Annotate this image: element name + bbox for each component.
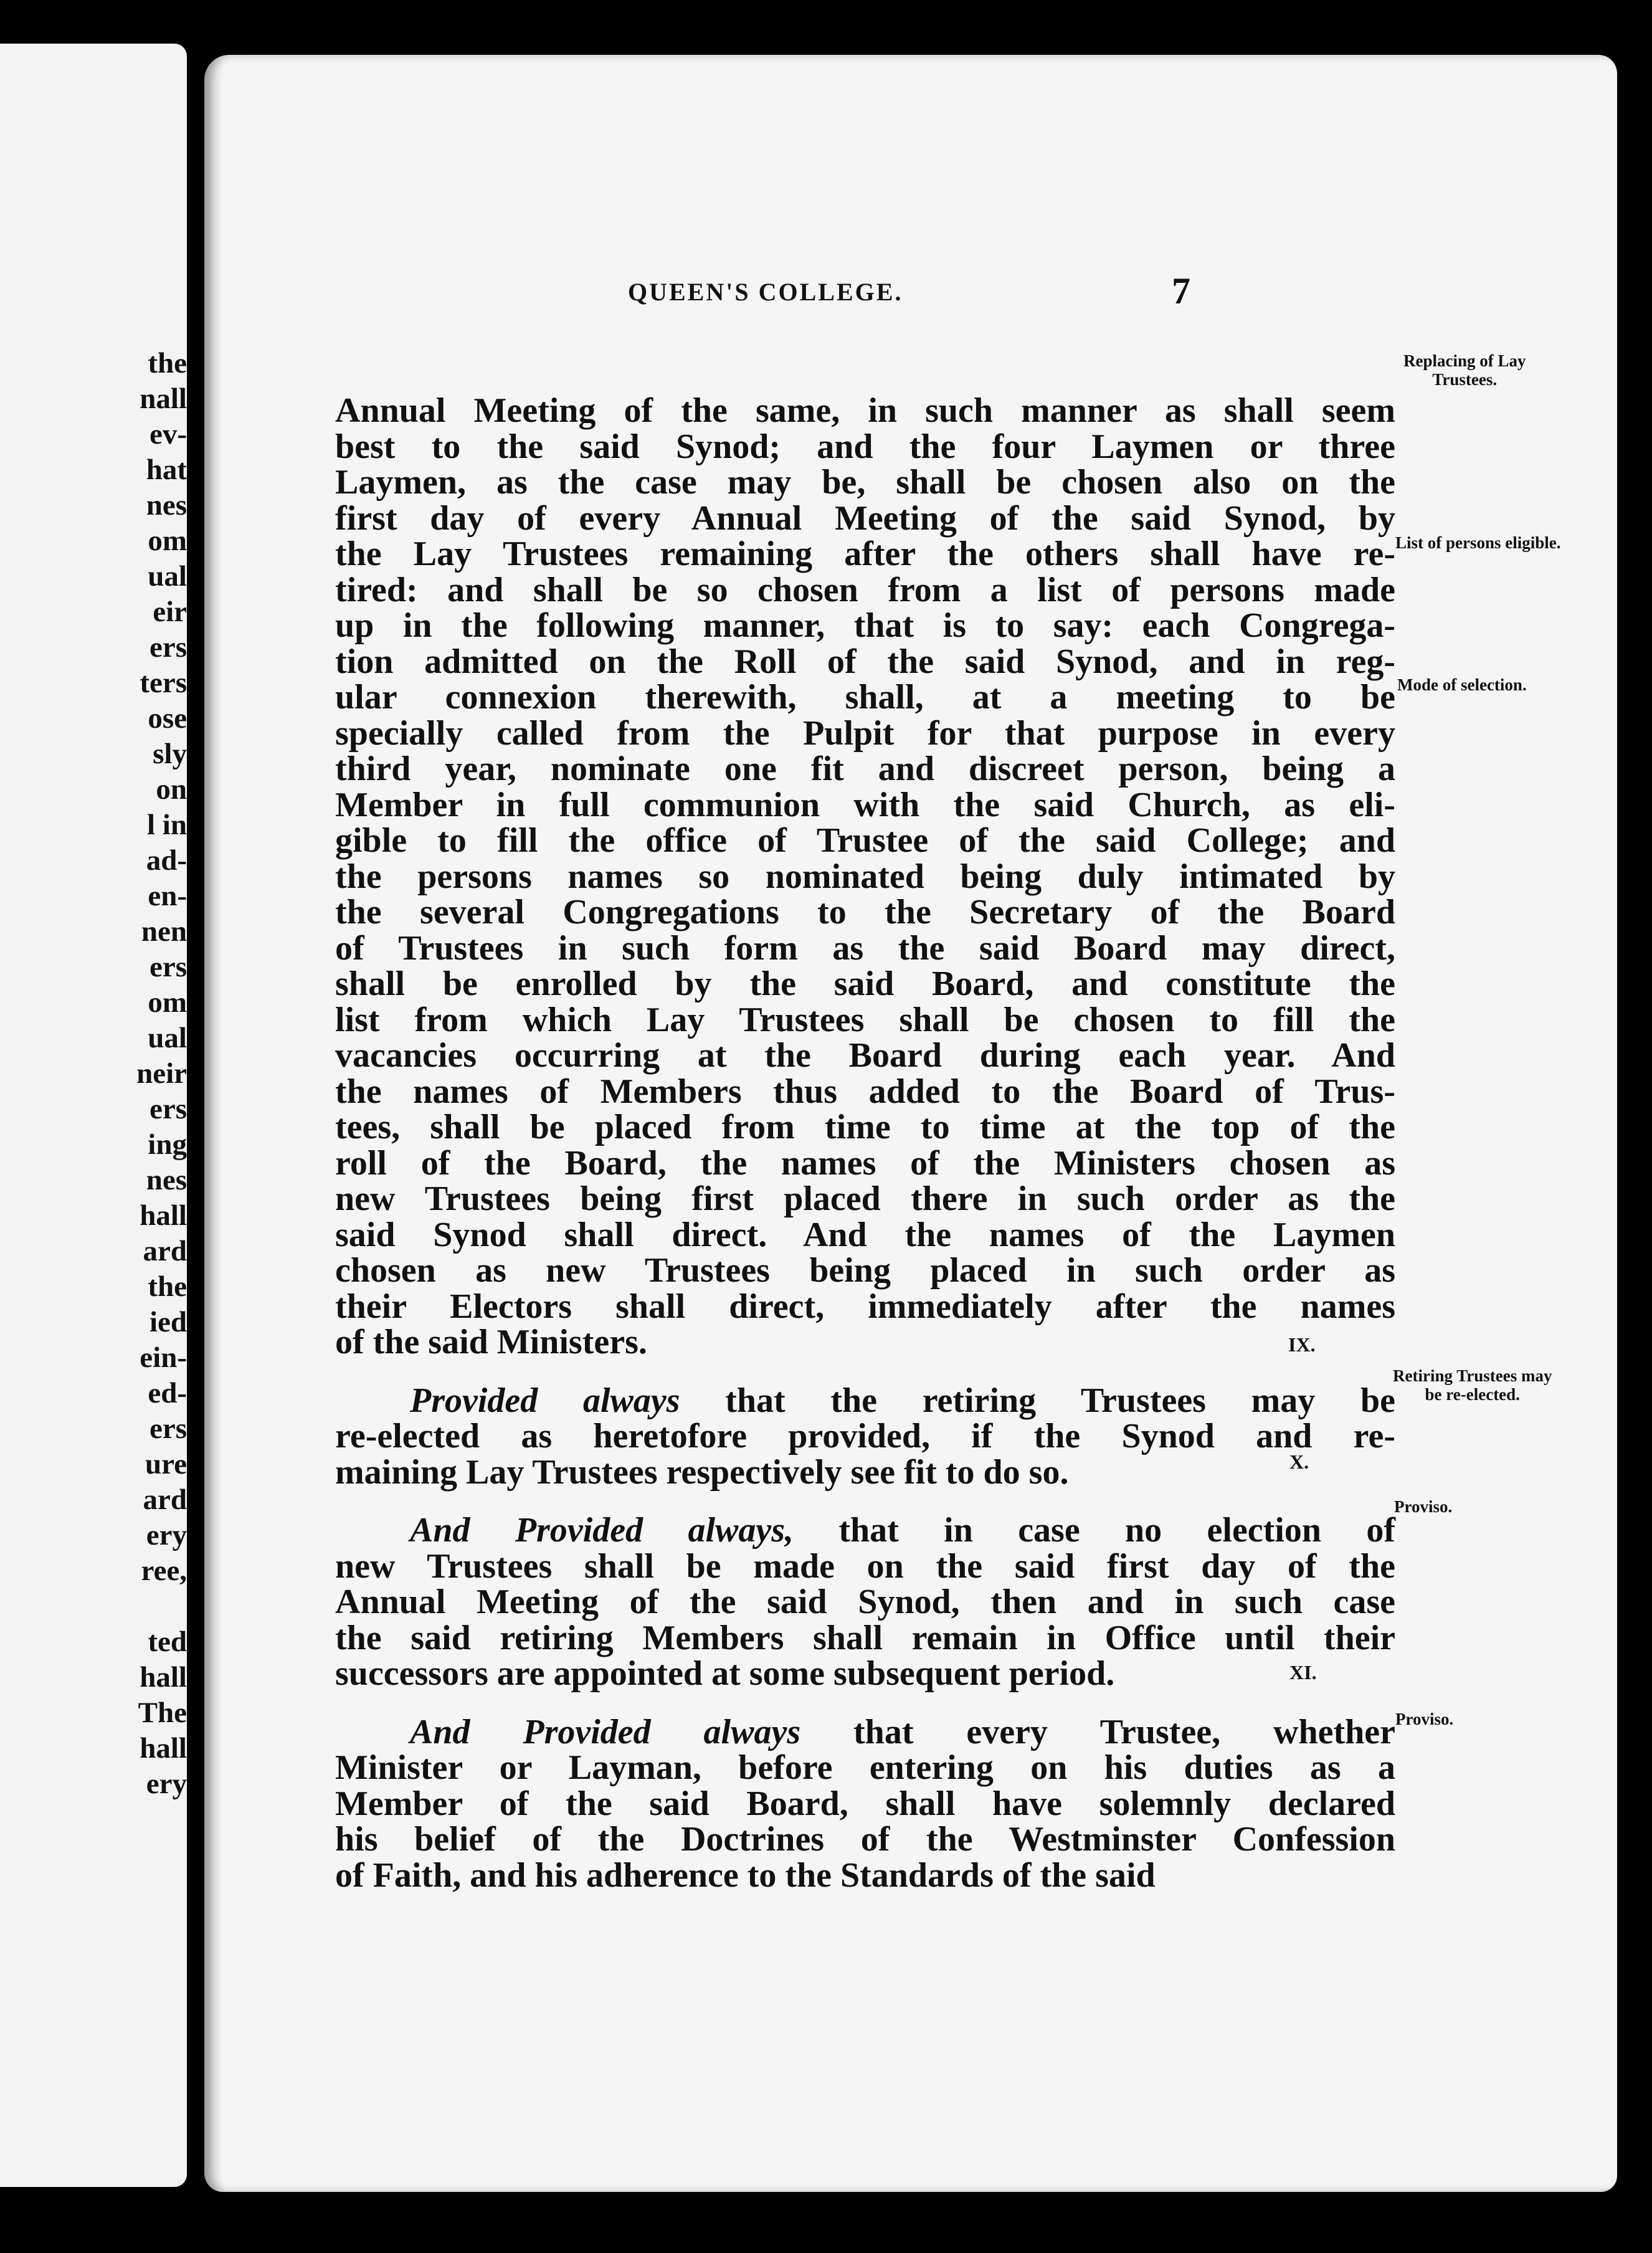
facing-page-fragment: om (148, 525, 187, 557)
paragraph-x-first-line: that in case no election of (794, 1511, 1395, 1550)
facing-page-fragment: om (148, 986, 187, 1019)
body-text (335, 393, 1395, 1893)
facing-page-fragment: hat (146, 454, 187, 486)
facing-page-fragment: the (148, 347, 187, 379)
text-line: roll of the Board, the names of the Ministers chosen as (335, 1143, 1395, 1183)
paragraph-ix (335, 1383, 1395, 1491)
text-line: Member in full communion with the said Church, as eli- (335, 785, 1395, 824)
facing-page-fragment: nall (140, 383, 187, 415)
facing-page-fragment: ree, (141, 1555, 187, 1587)
facing-page-fragment: eir (153, 596, 187, 628)
facing-page-fragment: ers (149, 631, 187, 664)
paragraph-ix-first-line: that the retiring Trustees may be (680, 1381, 1396, 1420)
text-line: best to the said Synod; and the four Laymen or three (335, 427, 1395, 466)
facing-page-fragment: ev- (149, 418, 187, 450)
paragraph-x-lead: And Provided always, (410, 1511, 794, 1550)
text-line: Minister or Layman, before entering on his duties as a (335, 1748, 1395, 1787)
text-line: specially called from the Pulpit for that purpose in every (335, 713, 1395, 753)
facing-page-fragment: ual (148, 1022, 187, 1054)
text-line: re-elected as heretofore provided, if the Synod and re- (335, 1417, 1395, 1455)
text-line: shall be enrolled by the said Board, and constitute the (335, 965, 1395, 1003)
margin-note-proviso-x: Proviso. (1394, 1497, 1453, 1516)
text-line: tion admitted on the Roll of the said Synod, and in reg- (335, 642, 1395, 681)
text-line: ular connexion therewith, shall, at a meeting to be (335, 678, 1395, 717)
facing-page-fragment: ery (146, 1519, 187, 1551)
margin-note-line: Retiring Trustees may (1393, 1366, 1552, 1385)
text-line: of the said Ministers. (335, 1323, 647, 1361)
facing-page-fragment: nen (141, 915, 187, 948)
text-line: Annual Meeting of the said Synod, then and in such case (335, 1583, 1395, 1621)
facing-page-fragment: ted (148, 1626, 187, 1658)
facing-page-text (0, 346, 187, 1802)
text-line: the persons names so nominated being duly intimated by (335, 857, 1395, 896)
margin-note-line: Replacing of Lay (1403, 351, 1526, 370)
facing-page-fragment: ard (143, 1484, 187, 1516)
facing-page-fragment: ers (149, 1093, 187, 1125)
facing-page-fragment (0, 1589, 187, 1624)
text-line: Laymen, as the case may be, shall be chosen also on the (335, 463, 1395, 502)
paragraph-xi-first-line: that every Trustee, whether (800, 1712, 1395, 1751)
text-line: list from which Lay Trustees shall be chosen to fill the (335, 1000, 1395, 1039)
text-line: of Faith, and his adherence to the Standards of the said (335, 1855, 1156, 1895)
facing-page (0, 44, 187, 2187)
facing-page-fragment: nes (146, 1164, 187, 1196)
facing-page-fragment: sly (153, 738, 187, 770)
document-page (204, 55, 1617, 2192)
text-line: of Trustees in such form as the said Board may direct, (335, 928, 1395, 968)
text-line: the names of Members thus added to the Board of Trus- (335, 1072, 1395, 1111)
facing-page-fragment: ed- (148, 1377, 187, 1409)
facing-page-fragment: neir (136, 1057, 187, 1090)
facing-page-fragment: ers (149, 951, 187, 983)
paragraph-ix-lead: Provided always (410, 1381, 680, 1420)
section-number-x: X. (1289, 1450, 1309, 1473)
facing-page-fragment: ing (148, 1128, 187, 1161)
running-head: QUEEN'S COLLEGE. (628, 278, 903, 306)
facing-page-fragment: ard (143, 1235, 187, 1267)
facing-page-fragment: hall (140, 1199, 187, 1232)
facing-page-fragment: ure (145, 1448, 187, 1480)
text-line: his belief of the Doctrines of the Westminster Confession (335, 1820, 1395, 1859)
facing-page-fragment: The (138, 1697, 187, 1729)
paragraph-xi (335, 1712, 1395, 1895)
margin-note-line: be re-elected. (1425, 1385, 1520, 1404)
facing-page-fragment: nes (146, 489, 187, 522)
margin-note-replacing-trustees (1403, 351, 1526, 389)
facing-page-fragment: hall (140, 1661, 187, 1693)
text-line: Member of the said Board, shall have solemnly declared (335, 1784, 1395, 1823)
text-line: new Trustees shall be made on the said first day of the (335, 1546, 1395, 1586)
page-fold-shadow (204, 55, 223, 2192)
margin-note-list-of-persons: List of persons eligible. (1395, 533, 1561, 552)
text-line: vacancies occurring at the Board during each year. And (335, 1036, 1395, 1075)
text-line: tees, shall be placed from time to time at the top of the (335, 1108, 1395, 1146)
facing-page-fragment: ers (149, 1412, 187, 1445)
facing-page-fragment: ery (146, 1768, 187, 1800)
page-number: 7 (1172, 270, 1190, 312)
text-line: their Electors shall direct, immediately after the names (335, 1287, 1395, 1326)
margin-note-line: Trustees. (1432, 370, 1498, 389)
facing-page-fragment: ied (149, 1306, 187, 1338)
text-line: maining Lay Trustees respectively see fit to do so. (335, 1452, 1069, 1492)
text-line: tired: and shall be so chosen from a list of persons made (335, 570, 1395, 609)
section-number-xi: XI. (1289, 1661, 1317, 1684)
text-line: third year, nominate one fit and discreet person, being a (335, 750, 1395, 788)
margin-note-proviso-xi: Proviso. (1395, 1710, 1454, 1728)
facing-page-fragment: ose (148, 702, 187, 735)
facing-page-fragment: on (156, 773, 187, 806)
facing-page-fragment: l in (146, 809, 187, 841)
text-line: new Trustees being first placed there in such order as the (335, 1179, 1395, 1218)
facing-page-fragment: ters (140, 667, 187, 699)
facing-page-fragment: hall (140, 1732, 187, 1765)
margin-note-retiring-trustees (1393, 1366, 1552, 1404)
facing-page-fragment: the (148, 1270, 187, 1303)
text-line: chosen as new Trustees being placed in such order as (335, 1251, 1395, 1290)
facing-page-fragment: ein- (140, 1341, 187, 1374)
section-number-ix: IX. (1288, 1333, 1316, 1356)
text-line: gible to fill the office of Trustee of the said College; and (335, 821, 1395, 860)
facing-page-fragment: en- (148, 880, 187, 912)
text-line: said Synod shall direct. And the names of the Laymen (335, 1215, 1395, 1254)
text-line: the several Congregations to the Secretary of the Board (335, 893, 1395, 931)
text-line: successors are appointed at some subsequent period. (335, 1654, 1115, 1693)
text-line: first day of every Annual Meeting of the said Synod, by (335, 498, 1395, 538)
facing-page-fragment: ad- (146, 844, 187, 877)
facing-page-fragment: ual (148, 560, 187, 593)
paragraph-xi-lead: And Provided always (410, 1712, 801, 1751)
text-line: the Lay Trustees remaining after the others shall have re- (335, 535, 1395, 573)
text-line: Annual Meeting of the same, in such manner as shall seem (335, 391, 1395, 430)
paragraph-1 (335, 393, 1395, 1361)
text-line: up in the following manner, that is to say: each Congrega- (335, 606, 1395, 645)
margin-note-mode-of-selection: Mode of selection. (1397, 675, 1527, 694)
paragraph-x (335, 1513, 1395, 1692)
text-line: the said retiring Members shall remain in Office until their (335, 1618, 1395, 1657)
